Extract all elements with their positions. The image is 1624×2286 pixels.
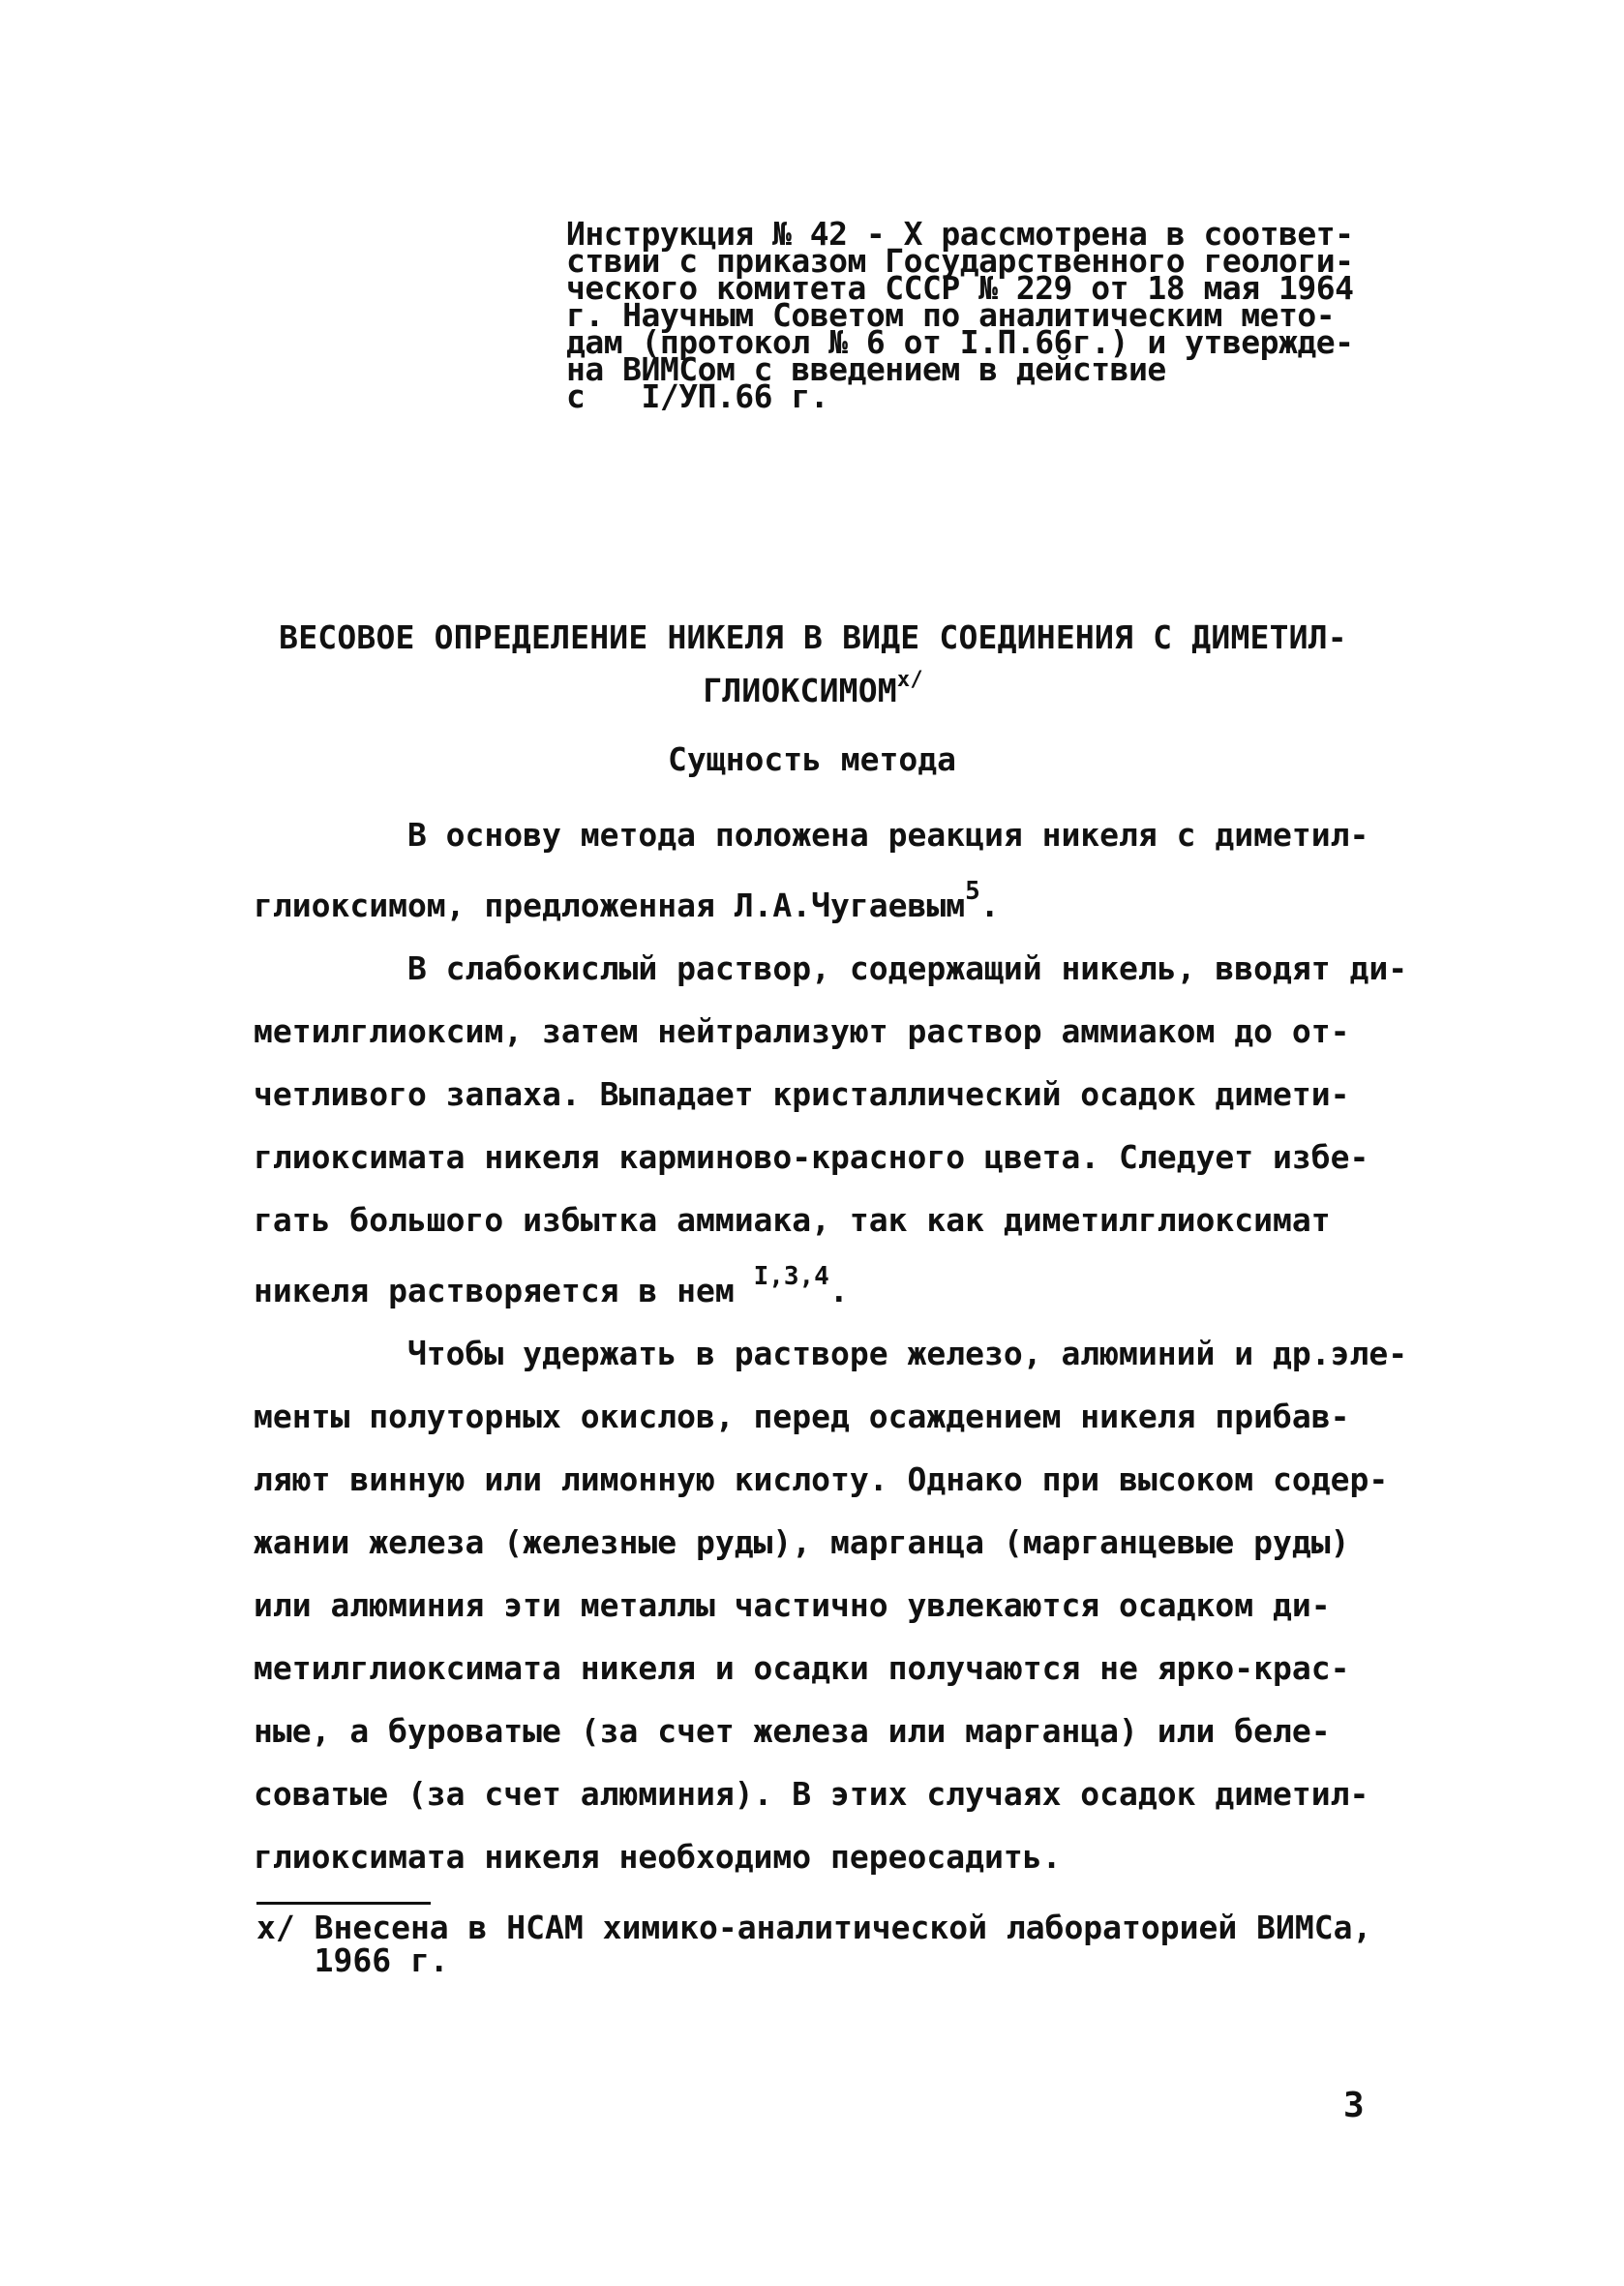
paragraph-3-line: соватые (за счет алюминия). В этих случаях осадок диметил- — [254, 1775, 1369, 1813]
paragraph-2-line: глиоксимата никеля карминово-красного цвета. Следует избе- — [254, 1138, 1369, 1176]
paragraph-3-line: или алюминия эти металлы частично увлекаются осадком ди- — [254, 1586, 1331, 1624]
paragraph-2-line: четливого запаха. Выпадает кристаллический осадок димети- — [254, 1075, 1350, 1113]
approval-line: г. Научным Советом по аналитическим мето- — [566, 296, 1336, 334]
title-line-1: ВЕСОВОЕ ОПРЕДЕЛЕНИЕ НИКЕЛЯ В ВИДЕ СОЕДИНЕНИЯ С ДИМЕТИЛ- — [279, 618, 1347, 656]
paragraph-3-line: метилглиоксимата никеля и осадки получаются не ярко-крас- — [254, 1649, 1350, 1687]
approval-line: ствии с приказом Государственного геологи- — [566, 242, 1354, 280]
paragraph-3-line: ные, а буроватые (за счет железа или марганца) или беле- — [254, 1712, 1331, 1750]
reference-marker: 5 — [965, 877, 980, 906]
approval-line: на ВИМСом с введением в действие — [566, 350, 1166, 388]
paragraph-2-line: гать большого избытка аммиака, так как диметилглиоксимат — [254, 1201, 1331, 1239]
paragraph-1-end: . — [979, 887, 1000, 924]
footnote-line: 1966 г. — [256, 1941, 449, 1979]
body-text — [254, 803, 1408, 1888]
paragraph-1-line: В основу метода положена реакция никеля с диметил- — [254, 816, 1369, 854]
title-footnote-marker: х/ — [896, 668, 923, 692]
paragraph-3-line: жании железа (железные руды), марганца (марганцевые руды) — [254, 1523, 1350, 1561]
paragraph-2-text: никеля растворяется в нем — [254, 1272, 754, 1309]
paragraph-2-end: . — [828, 1272, 849, 1309]
footnote-line: х/ Внесена в НСАМ химико-аналитической лабораторией ВИМСа, — [256, 1909, 1372, 1946]
paragraph-3-line: глиоксимата никеля необходимо переосадить. — [254, 1838, 1062, 1876]
paragraph-3-line: менты полуторных окислов, перед осаждением никеля прибав- — [254, 1398, 1350, 1435]
footnote-divider — [256, 1902, 431, 1905]
approval-note — [566, 215, 1418, 415]
paragraph-3-line: ляют винную или лимонную кислоту. Однако при высоком содер- — [254, 1460, 1389, 1498]
footnote — [256, 1911, 1418, 1977]
section-heading: Сущность метода — [667, 740, 956, 778]
paragraph-2-line — [254, 1251, 1396, 1322]
paragraph-3-line: Чтобы удержать в растворе железо, алюминий и др.эле- — [254, 1335, 1408, 1372]
paragraph-2-line: В слабокислый раствор, содержащий никель, вводят ди- — [254, 949, 1408, 987]
reference-marker: I,3,4 — [753, 1262, 829, 1291]
paragraph-2-line: метилглиоксим, затем нейтрализуют раствор аммиаком до от- — [254, 1012, 1350, 1050]
approval-line: Инструкция № 42 - Х рассмотрена в соответ- — [566, 215, 1354, 253]
title-line-2 — [252, 661, 1374, 714]
approval-line: дам (протокол № 6 от I.П.66г.) и утвержде- — [566, 323, 1354, 361]
approval-line: ческого комитета СССР № 229 от 18 мая 1964 — [566, 269, 1354, 307]
approval-line: с I/УП.66 г. — [566, 377, 829, 415]
paragraph-1-line — [254, 866, 1396, 937]
document-title — [252, 615, 1374, 714]
page-number: 3 — [1343, 2086, 1365, 2125]
title-line-2-text: ГЛИОКСИМОМ — [703, 672, 897, 709]
paragraph-1-text: глиоксимом, предложенная Л.А.Чугаевым — [254, 887, 966, 924]
